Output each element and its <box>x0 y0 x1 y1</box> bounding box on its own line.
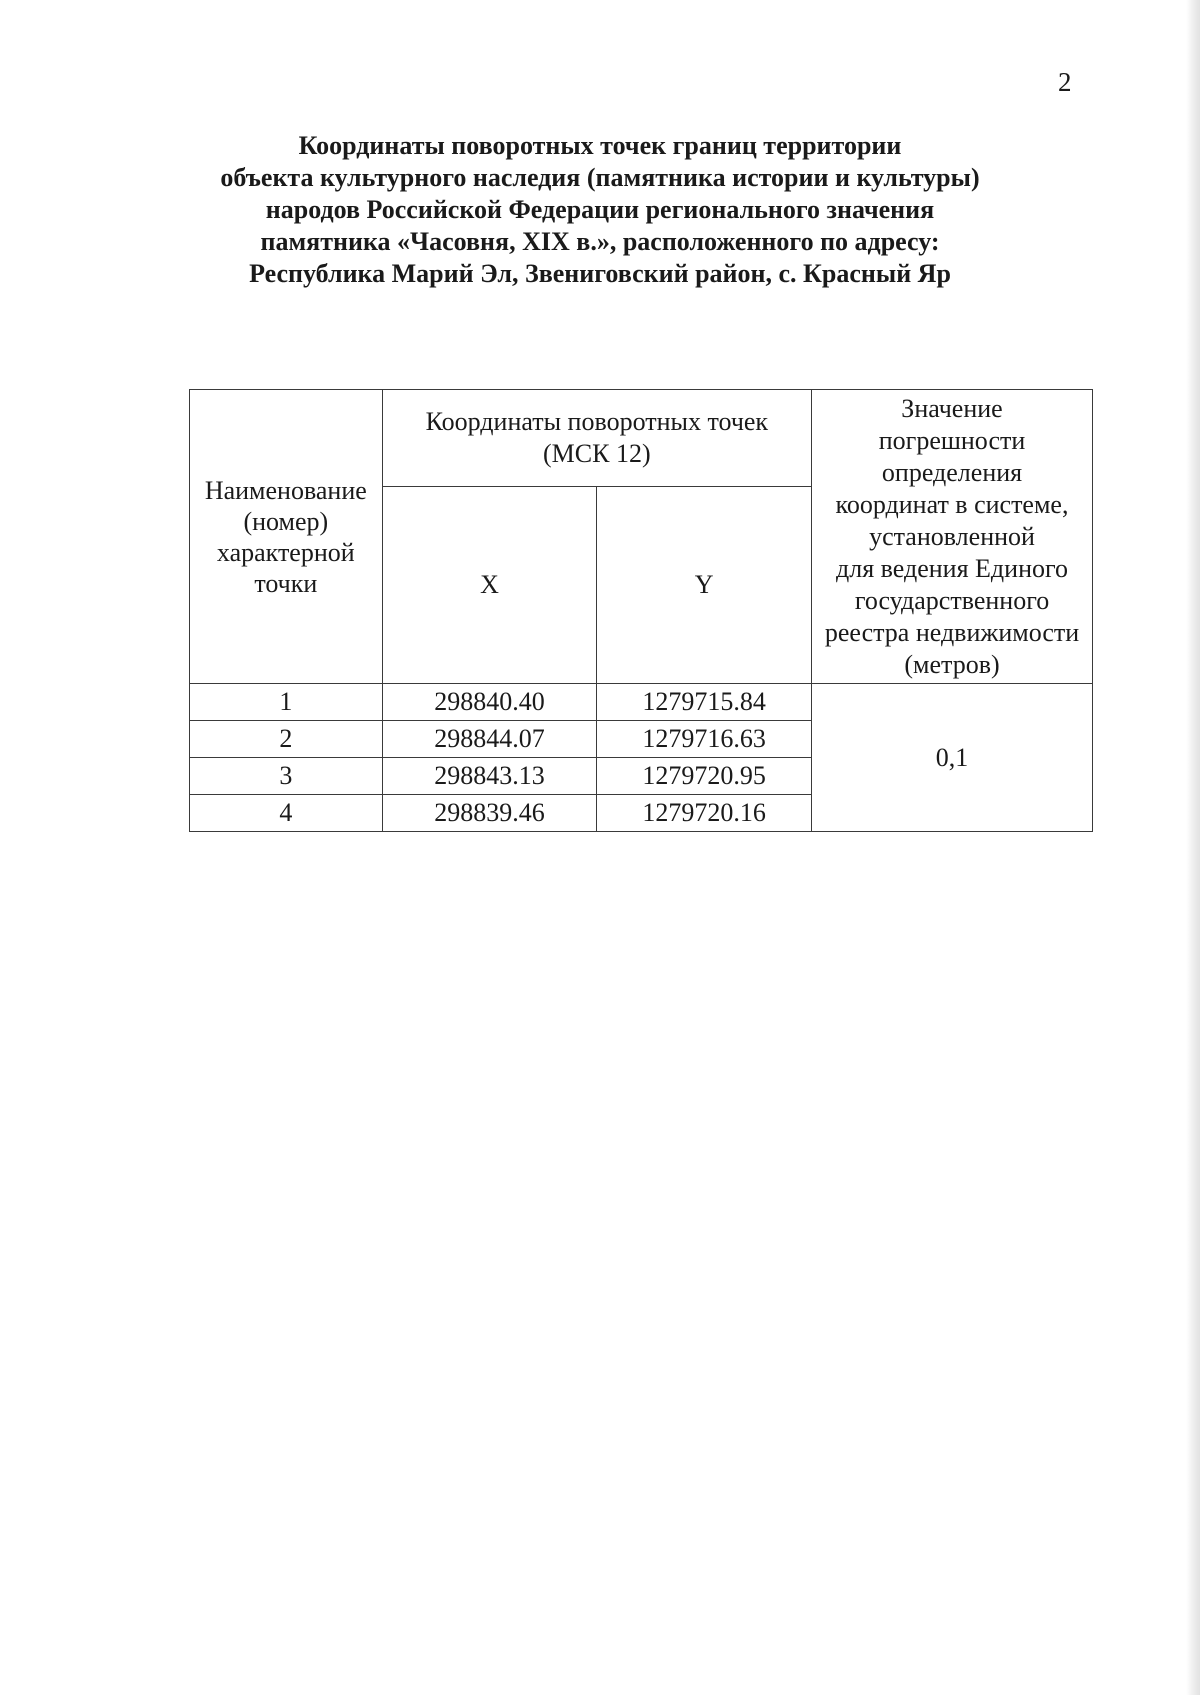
header-accuracy-line: для ведения Единого <box>836 553 1069 583</box>
header-point-name-line: Наименование <box>204 475 367 505</box>
header-accuracy-line: определения <box>881 457 1023 487</box>
title-line: памятника «Часовня, XIX в.», расположенного по адресу: <box>260 227 940 256</box>
header-accuracy-line: реестра недвижимости <box>824 617 1080 647</box>
cell-y: 1279716.63 <box>597 721 812 758</box>
header-point-name-line: точки <box>254 568 318 598</box>
cell-accuracy-value: 0,1 <box>812 684 1093 832</box>
header-point-name <box>190 390 383 684</box>
header-y: Y <box>597 487 812 684</box>
header-accuracy-line: установленной <box>869 521 1035 551</box>
header-x: X <box>382 487 597 684</box>
header-coordinates <box>382 390 811 487</box>
table-row <box>190 684 1093 721</box>
header-point-name-line: характерной <box>216 537 355 567</box>
title-line: Республика Марий Эл, Звениговский район, с. Красный Яр <box>249 259 951 288</box>
header-accuracy-line: Значение <box>901 393 1003 423</box>
cell-point: 2 <box>190 721 383 758</box>
cell-point: 4 <box>190 795 383 832</box>
header-accuracy-line: погрешности <box>878 425 1026 455</box>
page-edge-shadow <box>1186 0 1200 1695</box>
cell-x: 298844.07 <box>382 721 597 758</box>
page-number: 2 <box>1058 67 1072 97</box>
header-accuracy-line: государственного <box>854 585 1050 615</box>
title-line: народов Российской Федерации регионального значения <box>265 195 935 224</box>
header-coordinates-line: (МСК 12) <box>543 439 651 468</box>
header-accuracy-line: координат в системе, <box>835 489 1069 519</box>
header-coordinates-line: Координаты поворотных точек <box>425 407 769 436</box>
cell-y: 1279720.16 <box>597 795 812 832</box>
coordinates-table <box>189 389 1093 832</box>
document-title <box>150 130 1050 290</box>
title-line: Координаты поворотных точек границ территории <box>298 131 902 160</box>
cell-y: 1279715.84 <box>597 684 812 721</box>
header-accuracy <box>812 390 1093 684</box>
cell-y: 1279720.95 <box>597 758 812 795</box>
title-line: объекта культурного наследия (памятника истории и культуры) <box>220 163 980 192</box>
cell-point: 3 <box>190 758 383 795</box>
cell-x: 298843.13 <box>382 758 597 795</box>
cell-x: 298840.40 <box>382 684 597 721</box>
cell-x: 298839.46 <box>382 795 597 832</box>
header-point-name-line: (номер) <box>243 506 329 536</box>
header-accuracy-line: (метров) <box>904 649 1000 679</box>
cell-point: 1 <box>190 684 383 721</box>
